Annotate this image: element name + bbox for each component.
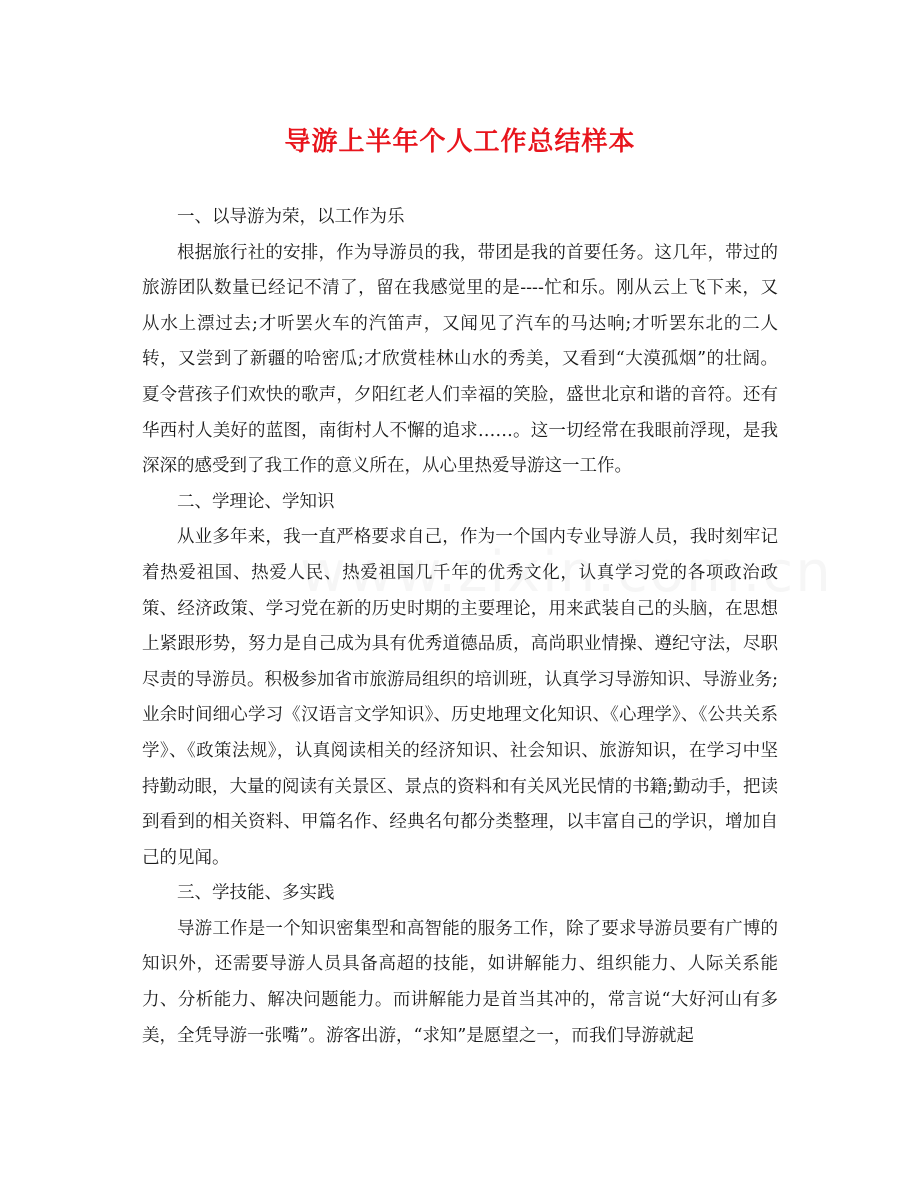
section-heading-3: 三、学技能、多实践 [177,883,335,904]
document-body [142,200,778,1054]
paragraph-3: 导游工作是一个知识密集型和高智能的服务工作，除了要求导游员要有广博的知识外，还需要导游人员具备高超的技能，如讲解能力、组织能力、人际关系能力、分析能力、解决问题能力。而讲解能力是首当其冲的，常言说“大好河山有多美，全凭导游一张嘴”。游客出游，“求知”是愿望之一，而我们导游就起 [142,918,778,1046]
section-heading-1: 一、以导游为荣，以工作为乐 [177,207,405,227]
document-title: 导游上半年个人工作总结样本 [284,127,636,157]
paragraph-1: 根据旅行社的安排，作为导游员的我，带团是我的首要任务。这几年，带过的旅游团队数量已经记不清了，留在我感觉里的是----忙和乐。刚从云上飞下来，又从水上漂过去;才听罢火车的汽笛声，又闻见了汽车的马达响;才听罢东北的二人转，又尝到了新疆的哈密瓜;才欣赏桂林山水的秀美，又看到“大漠孤烟”的壮阔。夏令营孩子们欢快的歌声，夕阳红老人们幸福的笑脸，盛世北京和谐的音符。还有华西村人美好的蓝图，南街村人不懈的追求……。这一切经常在我眼前浮现，是我深深的感受到了我工作的意义所在，从心里热爱导游这一工作。 [142,242,778,477]
paragraph-2: 从业多年来，我一直严格要求自己，作为一个国内专业导游人员，我时刻牢记着热爱祖国、热爱人民、热爱祖国几千年的优秀文化，认真学习党的各项政治政策、经济政策、学习党在新的历史时期的主要理论，用来武装自己的头脑，在思想上紧跟形势，努力是自己成为具有优秀道德品质，高尚职业情操、遵纪守法，尽职尽责的导游员。积极参加省市旅游局组织的培训班，认真学习导游知识、导游业务;业余时间细心学习《汉语言文学知识》、历史地理文化知识、《心理学》、《公共关系学》、《政策法规》，认真阅读相关的经济知识、社会知识、旅游知识，在学习中坚持勤动眼，大量的阅读有关景区、景点的资料和有关风光民情的书籍;勤动手，把读到看到的相关资料、甲篇名作、经典名句都分类整理，以丰富自己的学识，增加自己的见闻。 [142,527,778,868]
section-heading-2: 二、学理论、学知识 [177,491,335,512]
